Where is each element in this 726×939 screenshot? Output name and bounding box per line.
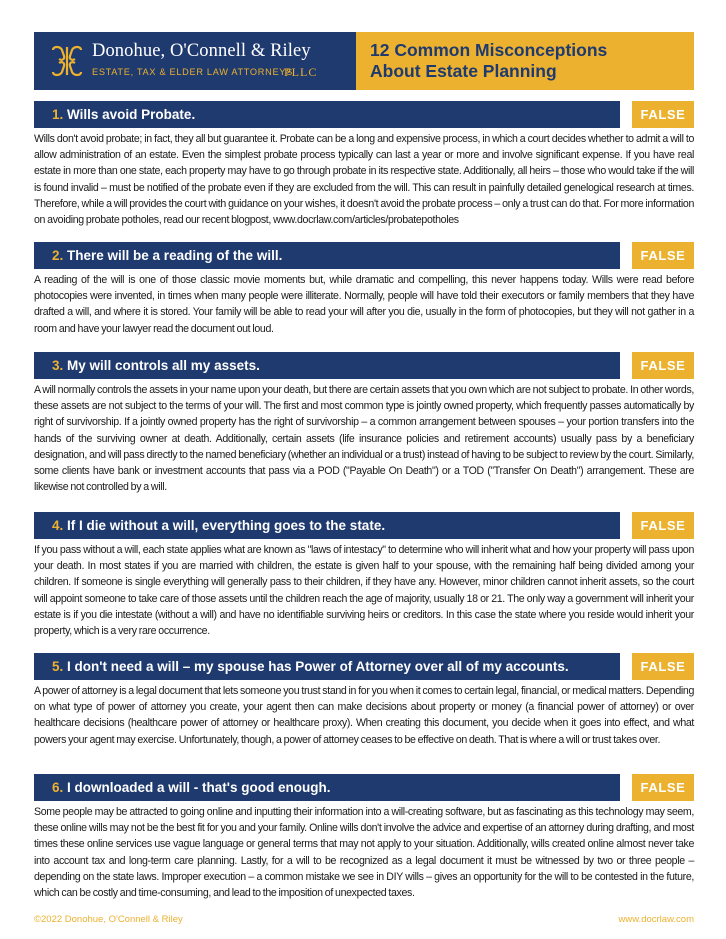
section-number: 6. [52,780,64,795]
title-banner [356,32,694,90]
section-heading-text: My will controls all my assets. [67,358,260,373]
title-line-2: About Estate Planning [370,61,557,81]
section-header-bar [34,242,694,269]
section-body: Wills don't avoid probate; in fact, they all but guarantee it. Probate can be a long and expensive process, in which a court decides whether to admit a will to allow administration of an estate. Even the simplest probate process typically can last a year or more and involve significant expense. If you have real estate in more than one state, each property may have to go through probate in its respective state. Additionally, all heirs – those who would take if the will is found invalid – must be notified of the probate even if they are excluded from the will. This can result in painfully detailed genelogical research at times. Therefore, while a will provides the court with guidance on your wishes, it doesn't avoid the probate process – only a trust can do that. For more information on avoiding probate potholes, read our recent blogpost, www.docrlaw.com/articles/probatepotholes [34,133,694,227]
section-body: A reading of the will is one of those classic movie moments but, while dramatic and compelling, this never happens today. Wills were read before photocopies were invented, in times when many people were illiterate. Normally, people will have told their executors or family members that they have drafted a will, and where it is stored. Your family will be able to read your will after you die, usually in the form of photocopies, but they will not gather in a room and have your lawyer read the document out loud. [34,274,694,335]
footer-copyright: ©2022 Donohue, O'Connell & Riley [34,914,183,925]
section-body: A power of attorney is a legal document that lets someone you trust stand in for you when it comes to certain legal, financial, or medical matters. Depending on what type of power of attorney you create, your agent then can make decisions about property or money (a financial power of attorney) or over healthcare decisions (healthcare power of attorney or healthcare proxy). When creating this document, you decide when it goes into effect, and what powers your agent may exercise. Unfortunately, though, a power of attorney ceases to be effective on death. That is where a will or trust takes over. [34,685,694,746]
verdict-badge: FALSE [632,242,694,269]
section-number: 2. [52,248,64,263]
document-header [34,32,694,90]
section-heading [34,774,620,801]
section-header-bar [34,101,694,128]
section-number: 3. [52,358,64,373]
firm-logo-icon [50,44,84,78]
section-header-bar [34,653,694,680]
section-number: 4. [52,518,64,533]
section-heading-text: Wills avoid Probate. [67,107,196,122]
verdict-badge: FALSE [632,101,694,128]
misconception-section-1 [34,101,694,228]
firm-subtitle: ESTATE, TAX & ELDER LAW ATTORNEYS [92,67,293,77]
misconception-section-3 [34,352,694,495]
section-body: Some people may be attracted to going online and inputting their information into a will-creating software, but as fascinating as this technology may seem, these online wills may not be the best fit for you and your family. Online wills don't involve the advice and expertise of an attorney during drafting, and most times these online services use vague language or general terms that may not apply to your situation. Additionally, wills created online almost never take into account tax and long-term care planning. Lastly, for a will to be recognized as a legal document it must be witnessed by two or three people – depending on the state laws. Improper execution – a common mistake we see in DIY wills – gives an opportunity for the will to be contested in the future, which can be costly and time-consuming, and lead to the imposition of unexpected taxes. [34,806,694,900]
title-line-1: 12 Common Misconceptions [370,40,608,60]
firm-banner [34,32,356,90]
section-body: A will normally controls the assets in your name upon your death, but there are certain assets that you own which are not subject to probate. In other words, these assets are not subject to the terms of your will. The first and most common type is jointly owned property, which frequently passes automatically by right of survivorship. If a jointly owned property has the right of survivorship – a common arrangement between spouses – your portion transfers into the hands of the surviving owner at death. Additionally, certain assets (life insurance policies and retirement accounts) usually pass by a beneficiary designation, and will pass directly to the named beneficiary (whether an individual or a trust) instead of having to be subject to review by the court. Similarly, some clients have bank or investment accounts that pass via a POD ("Payable On Death") or a TOD ("Transfer On Death") arrangement. These are likewise not controlled by a will. [34,384,694,494]
misconception-section-4 [34,512,694,639]
section-header-bar [34,512,694,539]
misconception-section-5 [34,653,694,748]
section-heading-text: There will be a reading of the will. [67,248,283,263]
footer-website-link[interactable]: www.docrlaw.com [618,914,694,925]
document-title [370,40,607,82]
section-heading [34,352,620,379]
misconception-section-6 [34,774,694,901]
section-header-bar [34,774,694,801]
section-number: 5. [52,659,64,674]
verdict-badge: FALSE [632,653,694,680]
section-heading [34,242,620,269]
section-heading [34,101,620,128]
verdict-badge: FALSE [632,774,694,801]
verdict-badge: FALSE [632,352,694,379]
section-number: 1. [52,107,64,122]
section-header-bar [34,352,694,379]
misconception-section-2 [34,242,694,337]
section-heading [34,512,620,539]
section-heading [34,653,620,680]
section-body: If you pass without a will, each state applies what are known as "laws of intestacy" to determine who will inherit what and how your property will pass upon your death. In most states if you are married with children, the estate is given half to your spouse, with the remaining half being divided among your children. If someone is single everything will generally pass to their children, if they have any. However, minor children cannot inherit assets, so the court will appoint someone to take care of those assets until the children reach the age of majority, usually 18 or 21. The only way a government will inherit your estate is if you die intestate (without a will) and have no identifiable surviving heirs or creditors. In this case the state where you reside would inherit your property, which is a very rare occurrence. [34,544,694,638]
firm-name: Donohue, O'Connell & Riley [92,41,311,61]
section-heading-text: I downloaded a will - that's good enough. [67,780,331,795]
verdict-badge: FALSE [632,512,694,539]
section-heading-text: If I die without a will, everything goes to the state. [67,518,386,533]
firm-pllc: PLLC [284,65,318,79]
section-heading-text: I don't need a will – my spouse has Power of Attorney over all of my accounts. [67,659,569,674]
